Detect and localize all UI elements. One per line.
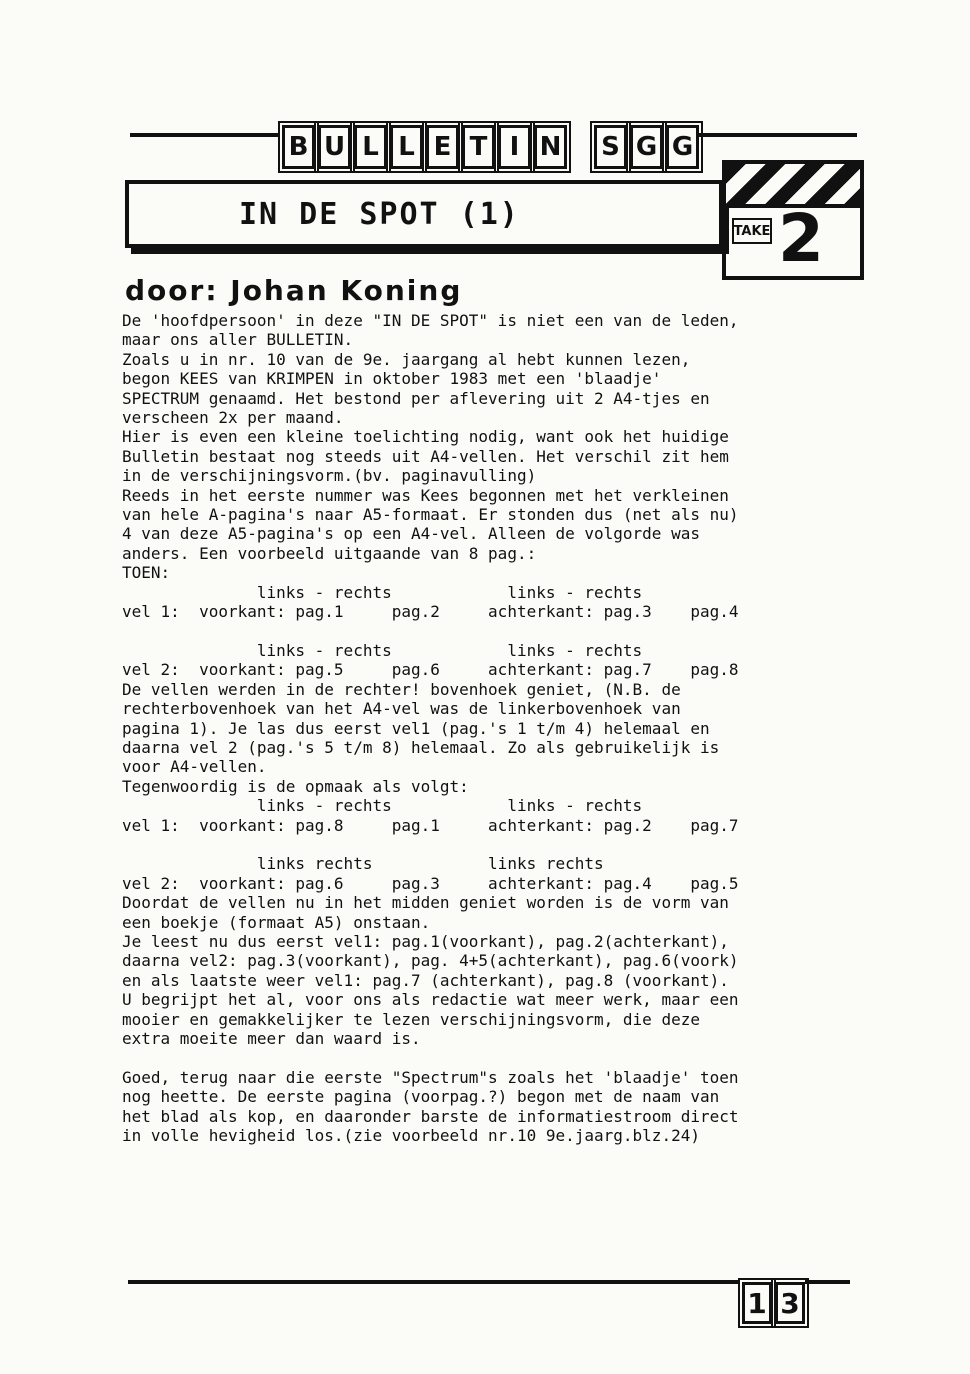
clapper-take-label: TAKE bbox=[732, 218, 772, 244]
masthead-letter: G bbox=[630, 125, 663, 169]
body-line: links - rechts links - rechts bbox=[122, 640, 643, 660]
body-line: daarna vel2: pag.3(voorkant), pag. 4+5(achterkant), pag.6(voork) bbox=[122, 951, 739, 971]
masthead-gap bbox=[570, 125, 594, 173]
body-line: verscheen 2x per maand. bbox=[122, 408, 344, 428]
body-line: Reeds in het eerste nummer was Kees begonnen met het verkleinen bbox=[122, 485, 729, 505]
body-line: maar ons aller BULLETIN. bbox=[122, 330, 354, 350]
masthead-letter: B bbox=[282, 125, 315, 169]
body-line: Zoals u in nr. 10 van de 9e. jaargang al hebt kunnen lezen, bbox=[122, 349, 691, 369]
clapperboard-icon bbox=[722, 160, 864, 280]
body-line: in volle hevigheid los.(zie voorbeeld nr.10 9e.jaarg.blz.24) bbox=[122, 1126, 700, 1146]
section-title-box bbox=[125, 180, 723, 248]
masthead-logo bbox=[282, 125, 702, 173]
body-line: links - rechts links - rechts bbox=[122, 796, 643, 816]
body-line: vel 2: voorkant: pag.6 pag.3 achterkant: pag.4 pag.5 bbox=[122, 873, 739, 893]
section-title: IN DE SPOT (1) bbox=[239, 196, 520, 232]
body-line: SPECTRUM genaamd. Het bestond per aflevering uit 2 A4-tjes en bbox=[122, 388, 710, 408]
body-line: Doordat de vellen nu in het midden geniet worden is de vorm van bbox=[122, 893, 729, 913]
body-line: in de verschijningsvorm.(bv. paginavulling) bbox=[122, 466, 537, 486]
body-line: Goed, terug naar die eerste "Spectrum"s zoals het 'blaadje' toen bbox=[122, 1067, 739, 1087]
page-number-digit: 1 bbox=[742, 1282, 772, 1324]
body-line: 4 van deze A5-pagina's op een A4-vel. Alleen de volgorde was bbox=[122, 524, 700, 544]
top-rule-left bbox=[130, 133, 280, 137]
body-line: De 'hoofdpersoon' in deze "IN DE SPOT" is niet een van de leden, bbox=[122, 311, 739, 330]
body-line: van hele A-pagina's naar A5-formaat. Er stonden dus (net als nu) bbox=[122, 505, 739, 525]
body-line: pagina 1). Je las dus eerst vel1 (pag.'s 1 t/m 4) helemaal en bbox=[122, 718, 710, 738]
masthead-letter: U bbox=[318, 125, 351, 169]
masthead-letter: L bbox=[390, 125, 423, 169]
body-line: mooier en gemakkelijker te lezen verschijningsvorm, die deze bbox=[122, 1009, 700, 1029]
masthead-letter: E bbox=[426, 125, 459, 169]
body-line: en als laatste weer vel1: pag.7 (achterkant), pag.8 (voorkant). bbox=[122, 970, 729, 990]
body-line: nog heette. De eerste pagina (voorpag.?) begon met de naam van bbox=[122, 1087, 720, 1107]
masthead-letter: N bbox=[534, 125, 567, 169]
body-line: een boekje (formaat A5) onstaan. bbox=[122, 912, 431, 932]
masthead-letter: G bbox=[666, 125, 699, 169]
page-number bbox=[742, 1282, 808, 1324]
body-line: anders. Een voorbeeld uitgaande van 8 pag.: bbox=[122, 543, 537, 563]
body-line: extra moeite meer dan waard is. bbox=[122, 1029, 421, 1049]
clapper-take-number: 2 bbox=[778, 200, 824, 277]
body-line: daarna vel 2 (pag.'s 5 t/m 8) helemaal. Zo als gebruikelijk is bbox=[122, 737, 720, 757]
body-line: rechterbovenhoek van het A4-vel was de linkerbovenhoek van bbox=[122, 699, 681, 719]
article-body bbox=[122, 311, 862, 1145]
body-line: het blad als kop, en daaronder barste de informatiestroom direct bbox=[122, 1106, 739, 1126]
body-line: U begrijpt het al, voor ons als redactie wat meer werk, maar een bbox=[122, 990, 739, 1010]
body-line: links - rechts links - rechts bbox=[122, 582, 643, 602]
masthead-letter: S bbox=[594, 125, 627, 169]
body-line: Hier is even een kleine toelichting nodig, want ook het huidige bbox=[122, 427, 729, 447]
masthead-letter: T bbox=[462, 125, 495, 169]
body-line: Tegenwoordig is de opmaak als volgt: bbox=[122, 776, 469, 796]
body-line: vel 1: voorkant: pag.8 pag.1 achterkant: pag.2 pag.7 bbox=[122, 815, 739, 835]
body-line: Je leest nu dus eerst vel1: pag.1(voorkant), pag.2(achterkant), bbox=[122, 932, 729, 951]
author-line: door: Johan Koning bbox=[125, 274, 463, 307]
body-line: begon KEES van KRIMPEN in oktober 1983 met een 'blaadje' bbox=[122, 369, 662, 389]
body-line: vel 2: voorkant: pag.5 pag.6 achterkant: pag.7 pag.8 bbox=[122, 660, 739, 680]
masthead-letter: I bbox=[498, 125, 531, 169]
bottom-rule-right bbox=[805, 1280, 850, 1284]
masthead-letter: L bbox=[354, 125, 387, 169]
body-line: TOEN: bbox=[122, 563, 171, 583]
body-line: Bulletin bestaat nog steeds uit A4-vellen. Het verschil zit hem bbox=[122, 446, 729, 466]
page-number-digit: 3 bbox=[775, 1282, 805, 1324]
body-line: De vellen werden in de rechter! bovenhoek geniet, (N.B. de bbox=[122, 679, 681, 699]
body-line: voor A4-vellen. bbox=[122, 757, 267, 777]
body-line: vel 1: voorkant: pag.1 pag.2 achterkant: pag.3 pag.4 bbox=[122, 602, 739, 622]
body-line: links rechts links rechts bbox=[122, 854, 604, 874]
bottom-rule bbox=[128, 1280, 740, 1284]
